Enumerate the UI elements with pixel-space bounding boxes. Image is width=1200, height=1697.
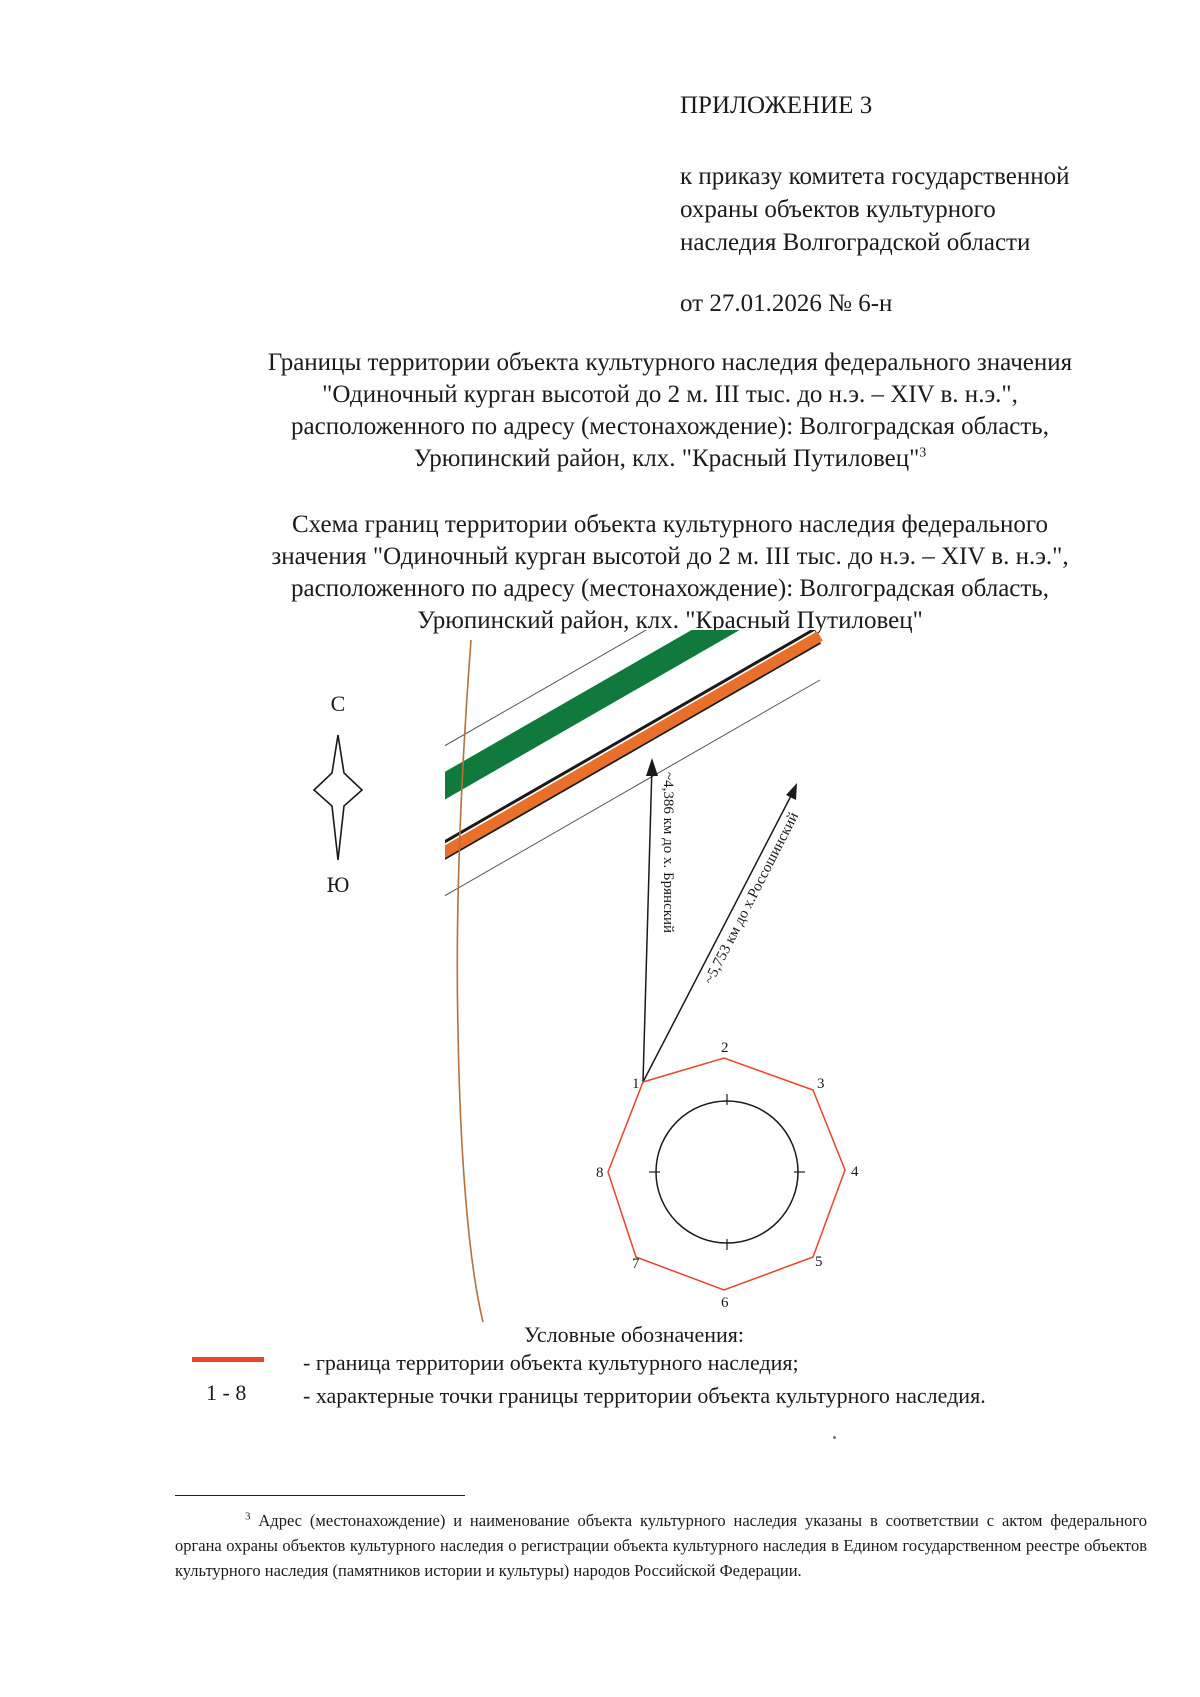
scheme-title-line: Схема границ территории объекта культурного наследия федерального <box>291 511 1049 538</box>
road-band <box>420 530 820 910</box>
field-boundary-line <box>457 640 483 1322</box>
scan-speck <box>833 1436 836 1439</box>
territory-boundary-octagon <box>608 1058 845 1290</box>
road-edge-line <box>420 530 820 760</box>
compass-icon <box>314 691 362 897</box>
point-label-8: 8 <box>596 1165 604 1181</box>
title-line: Урюпинский район, клх. "Красный Путиловец" <box>413 445 920 472</box>
legend-points-symbol: 1 - 8 <box>206 1380 247 1405</box>
road-black-line <box>420 626 820 856</box>
scheme-title-line: расположенного по адресу (местонахождение): Волгоградская область, <box>291 575 1049 602</box>
legend-title: Условные обозначения: <box>524 1322 745 1347</box>
arrow-to-bryansky <box>643 765 652 1082</box>
point-label-7: 7 <box>632 1256 640 1272</box>
arrow-head-icon <box>646 758 658 776</box>
title-line: "Одиночный курган высотой до 2 м. III тыс. до н.э. – XIV в. н.э.", <box>322 381 1018 408</box>
title-line: расположенного по адресу (местонахождение): Волгоградская область, <box>291 413 1049 440</box>
title-line: Границы территории объекта культурного наследия федерального значения <box>267 349 1073 376</box>
legend-item-points: - характерные точки границы территории объекта культурного наследия. <box>303 1383 986 1408</box>
point-label-4: 4 <box>851 1164 859 1180</box>
arrow-1-label: ~4,386 км до х. Брянский <box>660 772 676 934</box>
scheme-title-line: Урюпинский район, клх. "Красный Путиловец" <box>417 607 923 634</box>
compass-south: Ю <box>326 872 350 897</box>
point-label-2: 2 <box>721 1040 729 1056</box>
arrow-2-label: ~5,753 км до х.Россошинский <box>701 809 803 987</box>
footnote <box>175 1508 1147 1583</box>
order-line: наследия Волгоградской области <box>680 229 1031 256</box>
road-green-stripe <box>420 570 820 800</box>
footnote-number: 3 <box>245 1510 251 1523</box>
point-label-6: 6 <box>721 1295 729 1311</box>
footnote-divider <box>175 1495 465 1496</box>
compass-north: С <box>330 691 346 716</box>
point-label-3: 3 <box>817 1076 825 1092</box>
arrow-head-icon <box>786 783 797 800</box>
scheme-title-line: значения "Одиночный курган высотой до 2 м. III тыс. до н.э. – XIV в. н.э.", <box>271 543 1069 570</box>
order-line: к приказу комитета государственной <box>680 163 1070 190</box>
legend-boundary-swatch <box>192 1357 264 1362</box>
point-label-5: 5 <box>815 1254 823 1270</box>
footnote-ref[interactable]: 3 <box>919 445 927 461</box>
mound-outline <box>649 1094 805 1250</box>
road-orange-stripe <box>420 636 820 866</box>
footnote-text: Адрес (местонахождение) и наименование объекта культурного наследия указаны в соответствии с актом федерального органа охраны объектов культурного наследия о регистрации объекта культурного наследия в Едином государственном реестре объектов культурного наследия (памятников истории и культуры) народов Российской Федерации. <box>175 1511 1147 1580</box>
legend-item-boundary: - граница территории объекта культурного наследия; <box>303 1350 799 1375</box>
order-line: охраны объектов культурного <box>680 196 996 223</box>
appendix-number: ПРИЛОЖЕНИЕ 3 <box>680 92 873 119</box>
order-date: от 27.01.2026 № 6-н <box>680 290 893 317</box>
point-label-1: 1 <box>632 1076 640 1092</box>
